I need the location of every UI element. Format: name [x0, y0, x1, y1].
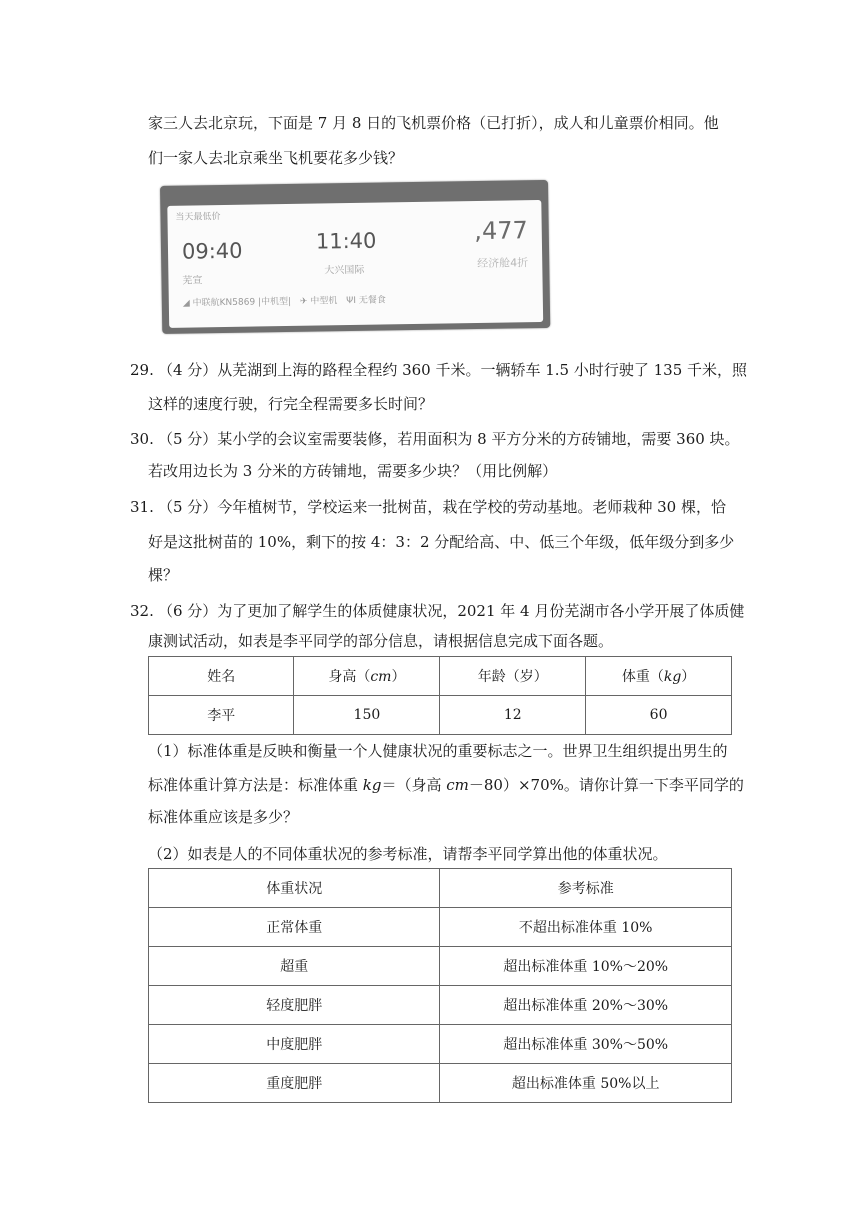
arrival-time: 11:40: [315, 228, 377, 254]
table-row: [149, 986, 732, 1025]
cell-standard: 超出标准体重 20%～30%: [440, 986, 732, 1025]
question-31-number: 31.: [130, 498, 154, 516]
header-name: 姓名: [149, 657, 294, 696]
flight-ticket-image: [160, 180, 550, 334]
part-1-line-1: （1）标准体重是反映和衡量一个人健康状况的重要标志之一。世界卫生组织提出男生的: [148, 742, 728, 760]
intro-line-2: 们一家人去北京乘坐飞机要花多少钱？: [148, 149, 404, 167]
question-29-line-1: （4 分）从芜湖到上海的路程全程约 360 千米。一辆轿车 1.5 小时行驶了 135 千米，照: [158, 361, 748, 379]
table-row: [149, 1025, 732, 1064]
question-30-line-2: 若改用边长为 3 分米的方砖铺地，需要多少块？（用比例解）: [148, 462, 558, 480]
header-weight: 体重（kg）: [586, 657, 732, 696]
student-info-table: [148, 656, 732, 735]
table-row: [149, 947, 732, 986]
question-32-number: 32.: [130, 602, 154, 620]
header-reference: 参考标准: [440, 869, 732, 908]
question-29-line-2: 这样的速度行驶，行完全程需要多长时间？: [148, 395, 434, 413]
cell-age: 12: [440, 696, 586, 735]
question-30-line-1: （5 分）某小学的会议室需要装修，若用面积为 8 平方分米的方砖铺地，需要 360 块。: [158, 430, 740, 448]
question-30-number: 30.: [130, 430, 154, 448]
airline-info: ◢ 中联航KN5869 |中机型|: [182, 296, 292, 309]
header-height: 身高（cm）: [294, 657, 440, 696]
question-32-line-2: 康测试活动，如表是李平同学的部分信息，请根据信息完成下面各题。: [148, 632, 614, 650]
question-31-line-3: 棵？: [148, 566, 179, 584]
table-header-row: [149, 869, 732, 908]
cell-status: 重度肥胖: [149, 1064, 440, 1103]
cabin-discount: 经济舱4折: [477, 256, 529, 271]
cell-standard: 超出标准体重 30%～50%: [440, 1025, 732, 1064]
arrival-airport: 大兴国际: [324, 264, 365, 277]
question-29-number: 29.: [130, 361, 154, 379]
weight-standard-table: [148, 868, 732, 1103]
departure-time: 09:40: [181, 238, 243, 264]
cell-weight: 60: [586, 696, 732, 735]
meal-info: ΨΙ 无餐食: [346, 295, 386, 307]
header-age: 年龄（岁）: [440, 657, 586, 696]
header-weight-status: 体重状况: [149, 869, 440, 908]
cell-standard: 超出标准体重 10%～20%: [440, 947, 732, 986]
lowest-price-badge: 当天最低价: [175, 212, 221, 223]
cell-name: 李平: [149, 696, 294, 735]
table-row: [149, 1064, 732, 1103]
ticket-price: ,477: [474, 216, 528, 246]
question-32-line-1: （6 分）为了更加了解学生的体质健康状况，2021 年 4 月份芜湖市各小学开展了体质健: [158, 602, 745, 620]
table-header-row: [149, 657, 732, 696]
flight-ticket-card: [167, 200, 543, 328]
cell-standard: 不超出标准体重 10%: [440, 908, 732, 947]
cell-status: 正常体重: [149, 908, 440, 947]
part-2-line-1: （2）如表是人的不同体重状况的参考标准，请帮李平同学算出他的体重状况。: [148, 845, 668, 863]
question-31-line-2: 好是这批树苗的 10%，剩下的按 4：3：2 分配给高、中、低三个年级，低年级分到多少: [148, 533, 735, 551]
part-1-line-3: 标准体重应该是多少？: [148, 808, 299, 826]
departure-airport: 芜宣: [182, 275, 203, 287]
plane-type: ✈ 中型机: [299, 296, 338, 307]
flight-info-row: [183, 292, 392, 308]
part-1-line-2: 标准体重计算方法是：标准体重 kg＝（身高 cm－80）×70%。请你计算一下李平同学的: [148, 776, 744, 794]
table-row: [149, 908, 732, 947]
cell-height: 150: [294, 696, 440, 735]
cell-status: 轻度肥胖: [149, 986, 440, 1025]
table-row: [149, 696, 732, 735]
intro-line-1: 家三人去北京玩，下面是 7 月 8 日的飞机票价格（已打折），成人和儿童票价相同。他: [148, 114, 719, 132]
cell-status: 中度肥胖: [149, 1025, 440, 1064]
cell-status: 超重: [149, 947, 440, 986]
cell-standard: 超出标准体重 50%以上: [440, 1064, 732, 1103]
question-31-line-1: （5 分）今年植树节，学校运来一批树苗，栽在学校的劳动基地。老师栽种 30 棵，恰: [158, 498, 726, 516]
